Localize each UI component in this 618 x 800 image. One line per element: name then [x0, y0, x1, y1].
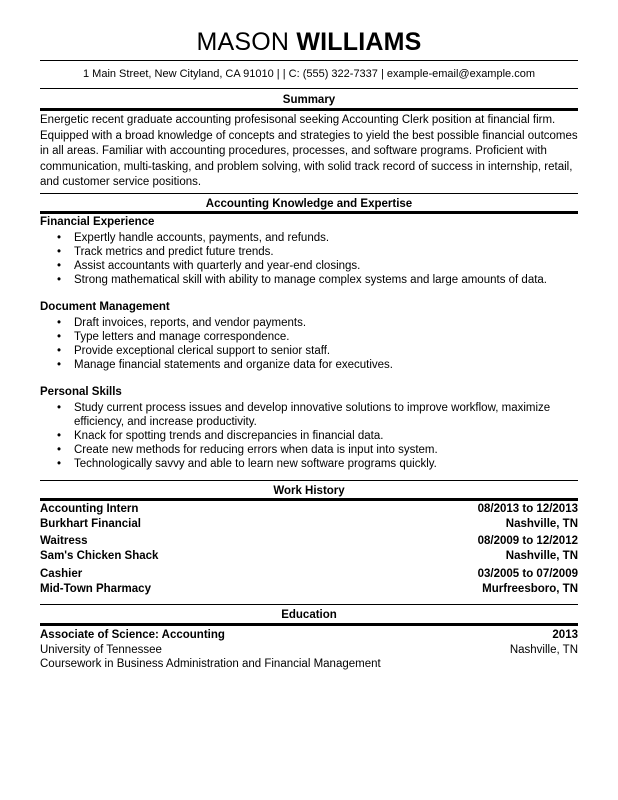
bullet-list-financial — [40, 231, 578, 287]
education-row — [40, 628, 578, 643]
bullet-icon: • — [57, 430, 62, 442]
job-location: Nashville, TN — [505, 550, 578, 562]
job-company: Sam's Chicken Shack — [40, 550, 159, 562]
job-role: Cashier — [40, 568, 83, 580]
divider — [40, 623, 578, 626]
education-row — [40, 657, 578, 672]
job-location: Murfreesboro, TN — [482, 583, 578, 595]
divider — [40, 498, 578, 501]
first-name: MASON — [196, 28, 290, 56]
divider — [40, 60, 578, 61]
degree: Associate of Science: Accounting — [40, 629, 225, 641]
list-item: • Assist accountants with quarterly and year-end closings. — [57, 260, 361, 272]
list-item: • Type letters and manage correspondence. — [57, 331, 290, 343]
job-row — [40, 534, 578, 549]
divider — [40, 604, 578, 605]
bullet-icon: • — [57, 402, 62, 414]
divider — [40, 108, 578, 111]
subheading-personal-skills: Personal Skills — [40, 386, 122, 398]
divider — [40, 480, 578, 481]
list-item: • Track metrics and predict future trends. — [57, 246, 274, 258]
graduation-year: 2013 — [552, 629, 578, 641]
school-name: University of Tennessee — [40, 644, 162, 656]
bullet-icon: • — [57, 345, 62, 357]
bullet-icon: • — [57, 246, 62, 258]
bullet-icon: • — [57, 317, 62, 329]
job-company: Mid-Town Pharmacy — [40, 583, 151, 595]
list-item: • Provide exceptional clerical support to senior staff. — [57, 345, 331, 357]
bullet-icon: • — [57, 260, 62, 272]
section-title-education: Education — [281, 609, 337, 621]
job-dates: 03/2005 to 07/2009 — [477, 568, 578, 580]
job-row — [40, 517, 578, 532]
bullet-icon: • — [57, 359, 62, 371]
job-dates: 08/2009 to 12/2012 — [477, 535, 578, 547]
job-dates: 08/2013 to 12/2013 — [477, 503, 578, 515]
bullet-list-document — [40, 316, 578, 372]
bullet-icon: • — [57, 331, 62, 343]
job-location: Nashville, TN — [505, 518, 578, 530]
bullet-icon: • — [57, 444, 62, 456]
bullet-list-personal — [40, 401, 578, 471]
last-name: WILLIAMS — [296, 28, 422, 56]
summary-text: Energetic recent graduate accounting profesisonal seeking Accounting Clerk position at financial firm. Equipped with a broad knowledge of concepts and strategies to yield the best possible financial outcomes in all areas. Familiar with accounting procedures, processes, and software programs. Proficient with communication, multi-tasking, and problem solving, with solid track record of success in internship, retail, and customer service positions. — [40, 114, 578, 188]
list-item: • Draft invoices, reports, and vendor payments. — [57, 317, 307, 329]
divider — [40, 193, 578, 194]
job-row — [40, 567, 578, 582]
job-row — [40, 582, 578, 597]
bullet-icon: • — [57, 232, 62, 244]
school-location: Nashville, TN — [509, 644, 578, 656]
section-title-summary: Summary — [282, 94, 336, 106]
candidate-name — [40, 27, 578, 57]
coursework: Coursework in Business Administration and Financial Management — [40, 658, 381, 670]
education-row — [40, 643, 578, 658]
bullet-icon: • — [57, 458, 62, 470]
list-item: • Knack for spotting trends and discrepancies in financial data. — [57, 430, 384, 442]
list-item: • Strong mathematical skill with ability to manage complex systems and large amounts of data. — [57, 274, 547, 286]
list-item: • Create new methods for reducing errors when data is input into system. — [57, 444, 438, 456]
job-row — [40, 502, 578, 517]
job-role: Waitress — [40, 535, 88, 547]
subheading-financial-experience: Financial Experience — [40, 216, 155, 228]
job-company: Burkhart Financial — [40, 518, 141, 530]
job-role: Accounting Intern — [40, 503, 139, 515]
divider — [40, 211, 578, 214]
list-item: • Manage financial statements and organize data for executives. — [57, 359, 393, 371]
subheading-document-management: Document Management — [40, 301, 170, 313]
section-title-expertise: Accounting Knowledge and Expertise — [205, 198, 413, 210]
list-item: • Expertly handle accounts, payments, and refunds. — [57, 232, 330, 244]
list-item: • Study current process issues and develop innovative solutions to improve workflow, maximize efficiency, and increase productivity. — [57, 402, 551, 428]
bullet-icon: • — [57, 274, 62, 286]
divider — [40, 88, 578, 89]
section-title-work-history: Work History — [273, 485, 345, 497]
list-item: • Technologically savvy and able to learn new software programs quickly. — [57, 458, 437, 470]
job-row — [40, 549, 578, 564]
contact-line: 1 Main Street, New Cityland, CA 91010 | | C: (555) 322-7337 | example-email@example.com — [82, 68, 535, 80]
